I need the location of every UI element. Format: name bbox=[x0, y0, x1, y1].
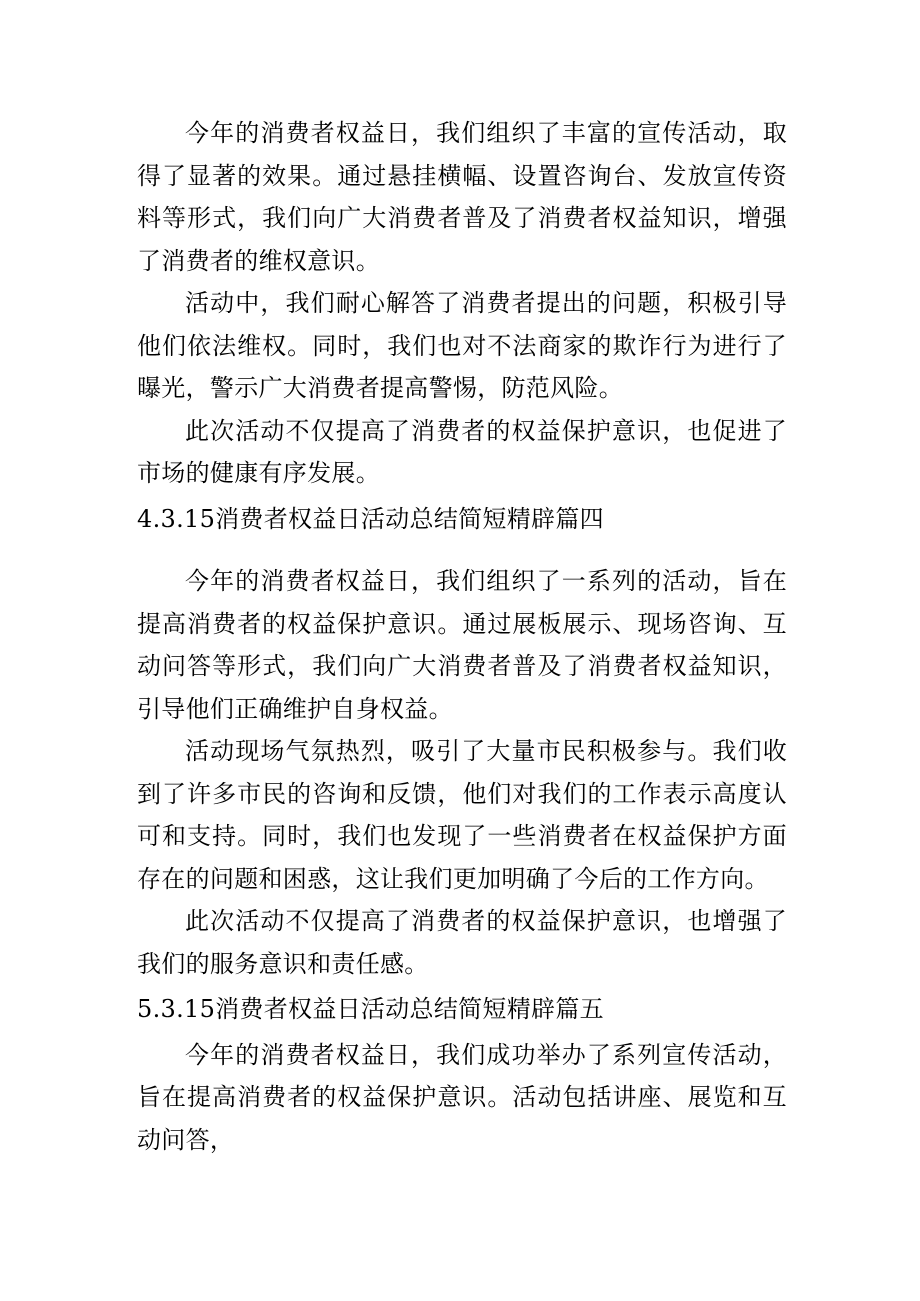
document-body bbox=[137, 112, 787, 1161]
paragraph-3: 此次活动不仅提高了消费者的权益保护意识，也促进了市场的健康有序发展。 bbox=[137, 416, 787, 487]
paragraph-4: 今年的消费者权益日，我们组织了一系列的活动，旨在提高消费者的权益保护意识。通过展板展示、现场咨询、互动问答等形式，我们向广大消费者普及了消费者权益知识，引导他们正确维护自身权益。 bbox=[137, 567, 787, 723]
section-heading-5: 5.3.15消费者权益日活动总结简短精辟篇五 bbox=[137, 995, 604, 1023]
paragraph-2: 活动中，我们耐心解答了消费者提出的问题，积极引导他们依法维权。同时，我们也对不法商家的欺诈行为进行了曝光，警示广大消费者提高警惕，防范风险。 bbox=[137, 289, 787, 402]
paragraph-5: 活动现场气氛热烈，吸引了大量市民积极参与。我们收到了许多市民的咨询和反馈，他们对我们的工作表示高度认可和支持。同时，我们也发现了一些消费者在权益保护方面存在的问题和困惑，这让我们更加明确了今后的工作方向。 bbox=[137, 737, 787, 893]
paragraph-6: 此次活动不仅提高了消费者的权益保护意识，也增强了我们的服务意识和责任感。 bbox=[137, 907, 787, 978]
section-heading-4: 4.3.15消费者权益日活动总结简短精辟篇四 bbox=[137, 504, 604, 533]
paragraph-1: 今年的消费者权益日，我们组织了丰富的宣传活动，取得了显著的效果。通过悬挂横幅、设置咨询台、发放宣传资料等形式，我们向广大消费者普及了消费者权益知识，增强了消费者的维权意识。 bbox=[137, 119, 787, 275]
paragraph-7: 今年的消费者权益日，我们成功举办了系列宣传活动，旨在提高消费者的权益保护意识。活动包括讲座、展览和互动问答， bbox=[137, 1040, 787, 1154]
